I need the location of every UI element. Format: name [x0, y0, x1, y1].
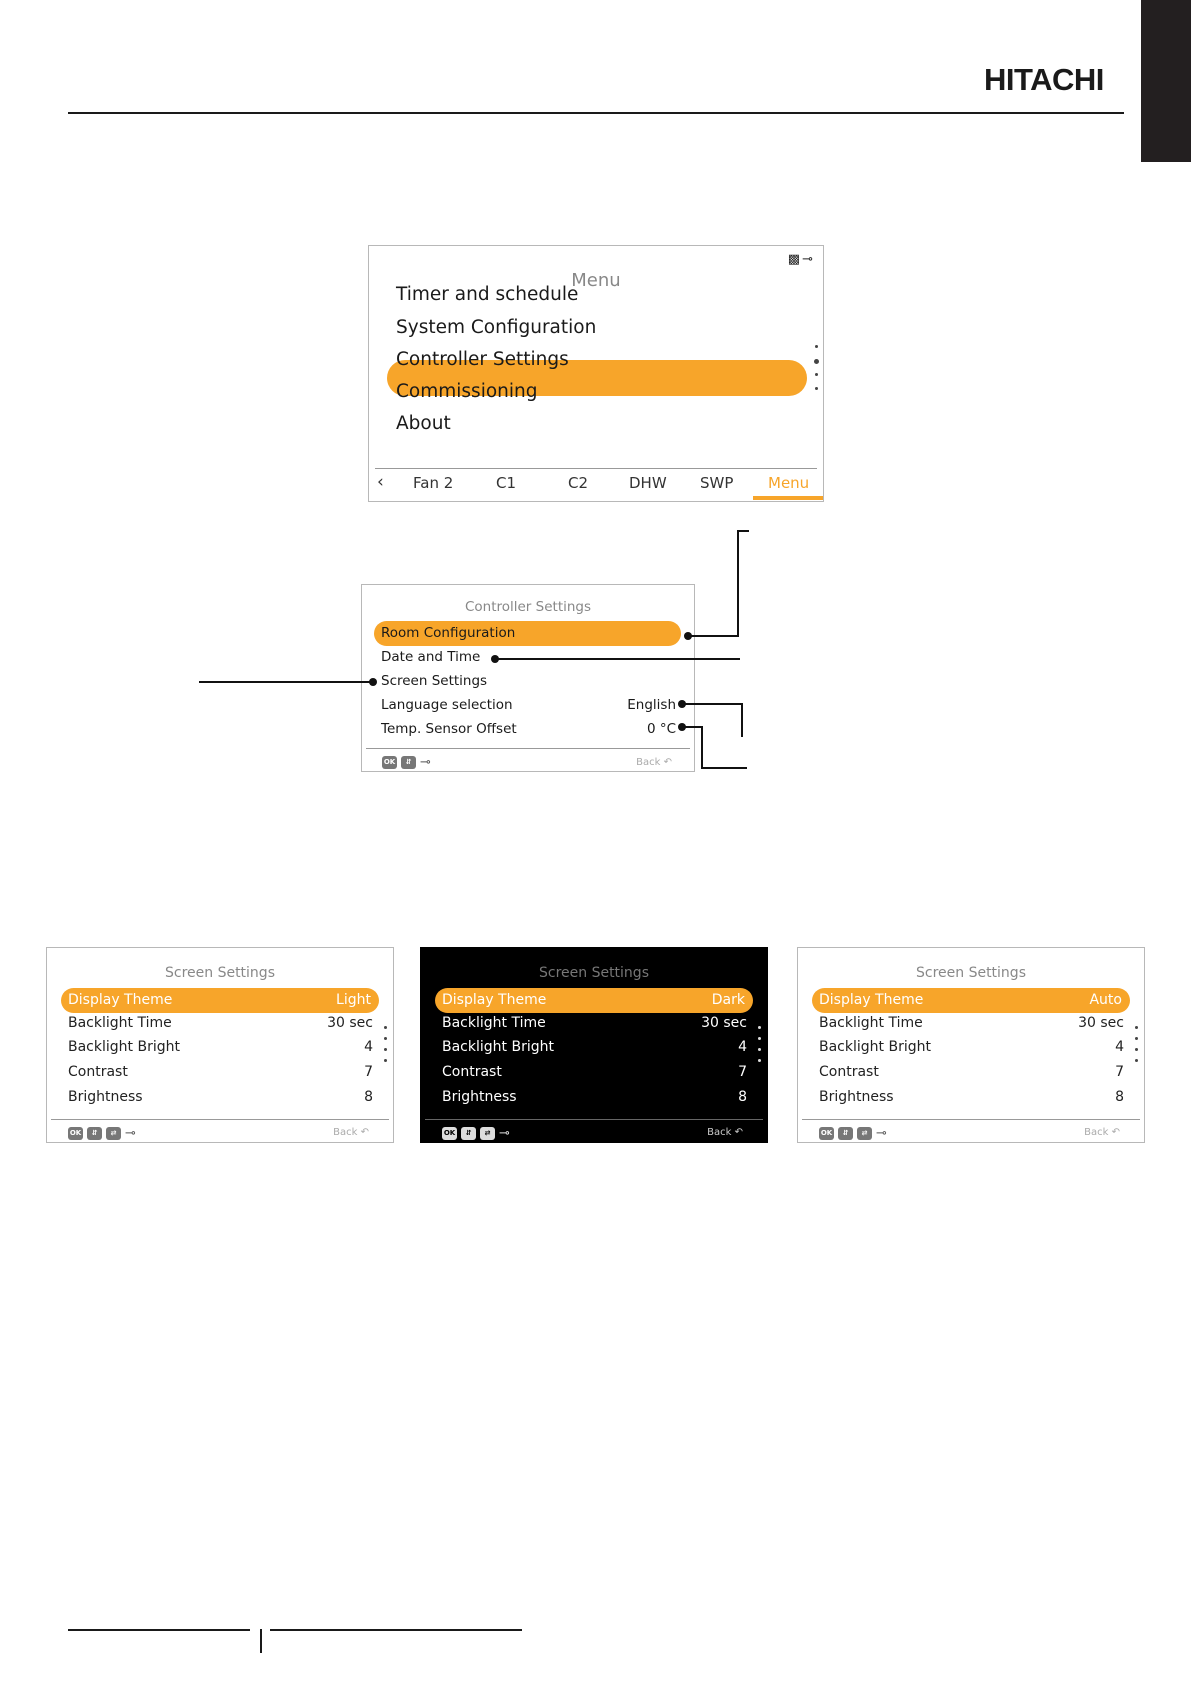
row-brightness[interactable]: Brightness [68, 1089, 143, 1105]
display-theme-label: Display Theme [442, 992, 547, 1008]
back-icon: ↶ [734, 1127, 743, 1138]
section-tab [1141, 0, 1191, 162]
footer-icons [819, 1126, 887, 1141]
back-label[interactable]: Back ↶ [636, 757, 672, 768]
footer-divider [425, 1119, 763, 1120]
wrench-icon: ⊸ [420, 755, 431, 770]
scroll-dot [815, 345, 818, 348]
screen-settings-auto [797, 947, 1145, 1143]
scroll-dot-active [1135, 1026, 1138, 1029]
backlight-bright-value: 4 [364, 1039, 373, 1055]
scroll-dot [384, 1059, 387, 1062]
leader-line [199, 681, 371, 683]
scroll-dot [384, 1048, 387, 1051]
back-label[interactable]: Back ↶ [707, 1127, 743, 1138]
status-icons [788, 252, 815, 267]
chevron-left-icon[interactable]: ‹ [377, 472, 384, 492]
row-brightness[interactable]: Brightness [442, 1089, 517, 1105]
menu-item-system-configuration[interactable]: System Configuration [396, 317, 597, 338]
ok-icon: OK [819, 1127, 834, 1140]
back-label[interactable]: Back ↶ [333, 1127, 369, 1138]
tab-dhw[interactable]: DHW [629, 474, 667, 492]
selection-highlight[interactable] [435, 988, 753, 1013]
leader-line [682, 726, 702, 728]
footer-divider [366, 748, 690, 749]
selection-highlight[interactable] [812, 988, 1130, 1013]
tabbar [369, 472, 823, 496]
footer-divider [802, 1119, 1140, 1120]
contrast-value: 7 [738, 1064, 747, 1080]
screen-settings-dark [420, 947, 768, 1143]
menu-item-screen-settings[interactable]: Screen Settings [381, 673, 488, 689]
tab-c1[interactable]: C1 [496, 474, 517, 492]
backlight-bright-value: 4 [738, 1039, 747, 1055]
menu-item-room-configuration[interactable]: Room Configuration [381, 625, 516, 641]
menu-item-language-selection[interactable]: Language selection [381, 697, 513, 713]
contrast-value: 7 [364, 1064, 373, 1080]
scroll-dot [758, 1048, 761, 1051]
row-backlight-time[interactable]: Backlight Time [819, 1015, 923, 1031]
row-brightness[interactable]: Brightness [819, 1089, 894, 1105]
header-rule [68, 112, 1124, 114]
updown-icon: ⇵ [461, 1127, 476, 1140]
menu-item-controller-settings[interactable]: Controller Settings [396, 349, 569, 370]
back-icon: ↶ [360, 1127, 369, 1138]
scroll-dot [758, 1037, 761, 1040]
wrench-icon: ⊸ [125, 1126, 136, 1141]
footer-icons [382, 755, 431, 770]
tab-menu[interactable]: Menu [768, 474, 810, 492]
row-backlight-bright[interactable]: Backlight Bright [819, 1039, 931, 1055]
wrench-icon: ⊸ [802, 252, 815, 267]
scroll-dot [1135, 1037, 1138, 1040]
brightness-value: 8 [1115, 1089, 1124, 1105]
tab-c2[interactable]: C2 [568, 474, 589, 492]
active-tab-indicator [753, 496, 823, 500]
row-backlight-bright[interactable]: Backlight Bright [442, 1039, 554, 1055]
display-theme-value: Auto [1089, 992, 1122, 1008]
row-backlight-time[interactable]: Backlight Time [68, 1015, 172, 1031]
scroll-dot-active [814, 359, 819, 364]
backlight-time-value: 30 sec [327, 1015, 373, 1031]
main-menu-screen [368, 245, 824, 502]
footer-icons [68, 1126, 136, 1141]
leader-line [701, 767, 747, 769]
brightness-value: 8 [738, 1089, 747, 1105]
selection-highlight[interactable] [61, 988, 379, 1013]
backlight-bright-value: 4 [1115, 1039, 1124, 1055]
ok-icon: OK [442, 1127, 457, 1140]
leader-line [737, 530, 739, 637]
brand-logo: HITACHI [984, 62, 1104, 97]
menu-item-date-and-time[interactable]: Date and Time [381, 649, 481, 665]
menu-item-temp-sensor-offset[interactable]: Temp. Sensor Offset [381, 721, 517, 737]
menu-item-timer[interactable]: Timer and schedule [396, 284, 579, 305]
updown-icon: ⇵ [401, 756, 416, 769]
scroll-dot [758, 1059, 761, 1062]
temp-offset-value: 0 °C [646, 721, 676, 737]
scroll-dot [815, 387, 818, 390]
back-label[interactable]: Back ↶ [1084, 1127, 1120, 1138]
back-icon: ↶ [1111, 1127, 1120, 1138]
screen-title: Controller Settings [464, 599, 592, 615]
row-contrast[interactable]: Contrast [819, 1064, 879, 1080]
scroll-dot-active [758, 1026, 761, 1029]
footer-divider [51, 1119, 389, 1120]
footer-rule [68, 1629, 250, 1631]
brightness-value: 8 [364, 1089, 373, 1105]
wrench-icon: ⊸ [876, 1126, 887, 1141]
language-value: English [627, 697, 676, 713]
leader-line [737, 530, 749, 532]
display-theme-value: Dark [711, 992, 745, 1008]
menu-item-about[interactable]: About [396, 413, 451, 434]
updown-icon: ⇵ [87, 1127, 102, 1140]
row-backlight-time[interactable]: Backlight Time [442, 1015, 546, 1031]
tabbar-divider [375, 468, 817, 469]
schedule-icon: ▩ [787, 252, 803, 267]
leader-line [682, 703, 742, 705]
row-contrast[interactable]: Contrast [68, 1064, 128, 1080]
wrench-icon: ⊸ [499, 1126, 510, 1141]
leftright-icon: ⇄ [857, 1127, 872, 1140]
scroll-dot [1135, 1048, 1138, 1051]
display-theme-label: Display Theme [819, 992, 924, 1008]
scroll-dot [1135, 1059, 1138, 1062]
display-theme-value: Light [336, 992, 371, 1008]
leader-line [741, 703, 743, 737]
scroll-dot-active [384, 1026, 387, 1029]
tab-fan2[interactable]: Fan 2 [413, 474, 454, 492]
screen-title: Screen Settings [164, 965, 275, 981]
footer-icons [442, 1126, 510, 1141]
screen-settings-light [46, 947, 394, 1143]
leftright-icon: ⇄ [106, 1127, 121, 1140]
footer-divider [260, 1629, 262, 1653]
backlight-time-value: 30 sec [1078, 1015, 1124, 1031]
leftright-icon: ⇄ [480, 1127, 495, 1140]
row-backlight-bright[interactable]: Backlight Bright [68, 1039, 180, 1055]
menu-item-commissioning[interactable]: Commissioning [396, 381, 538, 402]
screen-title: Menu [571, 270, 621, 291]
leader-line [688, 635, 738, 637]
screen-title: Screen Settings [538, 965, 649, 981]
screen-title: Screen Settings [915, 965, 1026, 981]
updown-icon: ⇵ [838, 1127, 853, 1140]
leader-line [495, 658, 740, 660]
row-contrast[interactable]: Contrast [442, 1064, 502, 1080]
leader-line [701, 726, 703, 768]
tab-swp[interactable]: SWP [700, 474, 734, 492]
ok-icon: OK [382, 756, 397, 769]
controller-settings-screen [361, 584, 695, 772]
scroll-dot [815, 373, 818, 376]
display-theme-label: Display Theme [68, 992, 173, 1008]
ok-icon: OK [68, 1127, 83, 1140]
contrast-value: 7 [1115, 1064, 1124, 1080]
footer-rule [270, 1629, 522, 1631]
scroll-dot [384, 1037, 387, 1040]
back-icon: ↶ [663, 757, 672, 768]
backlight-time-value: 30 sec [701, 1015, 747, 1031]
